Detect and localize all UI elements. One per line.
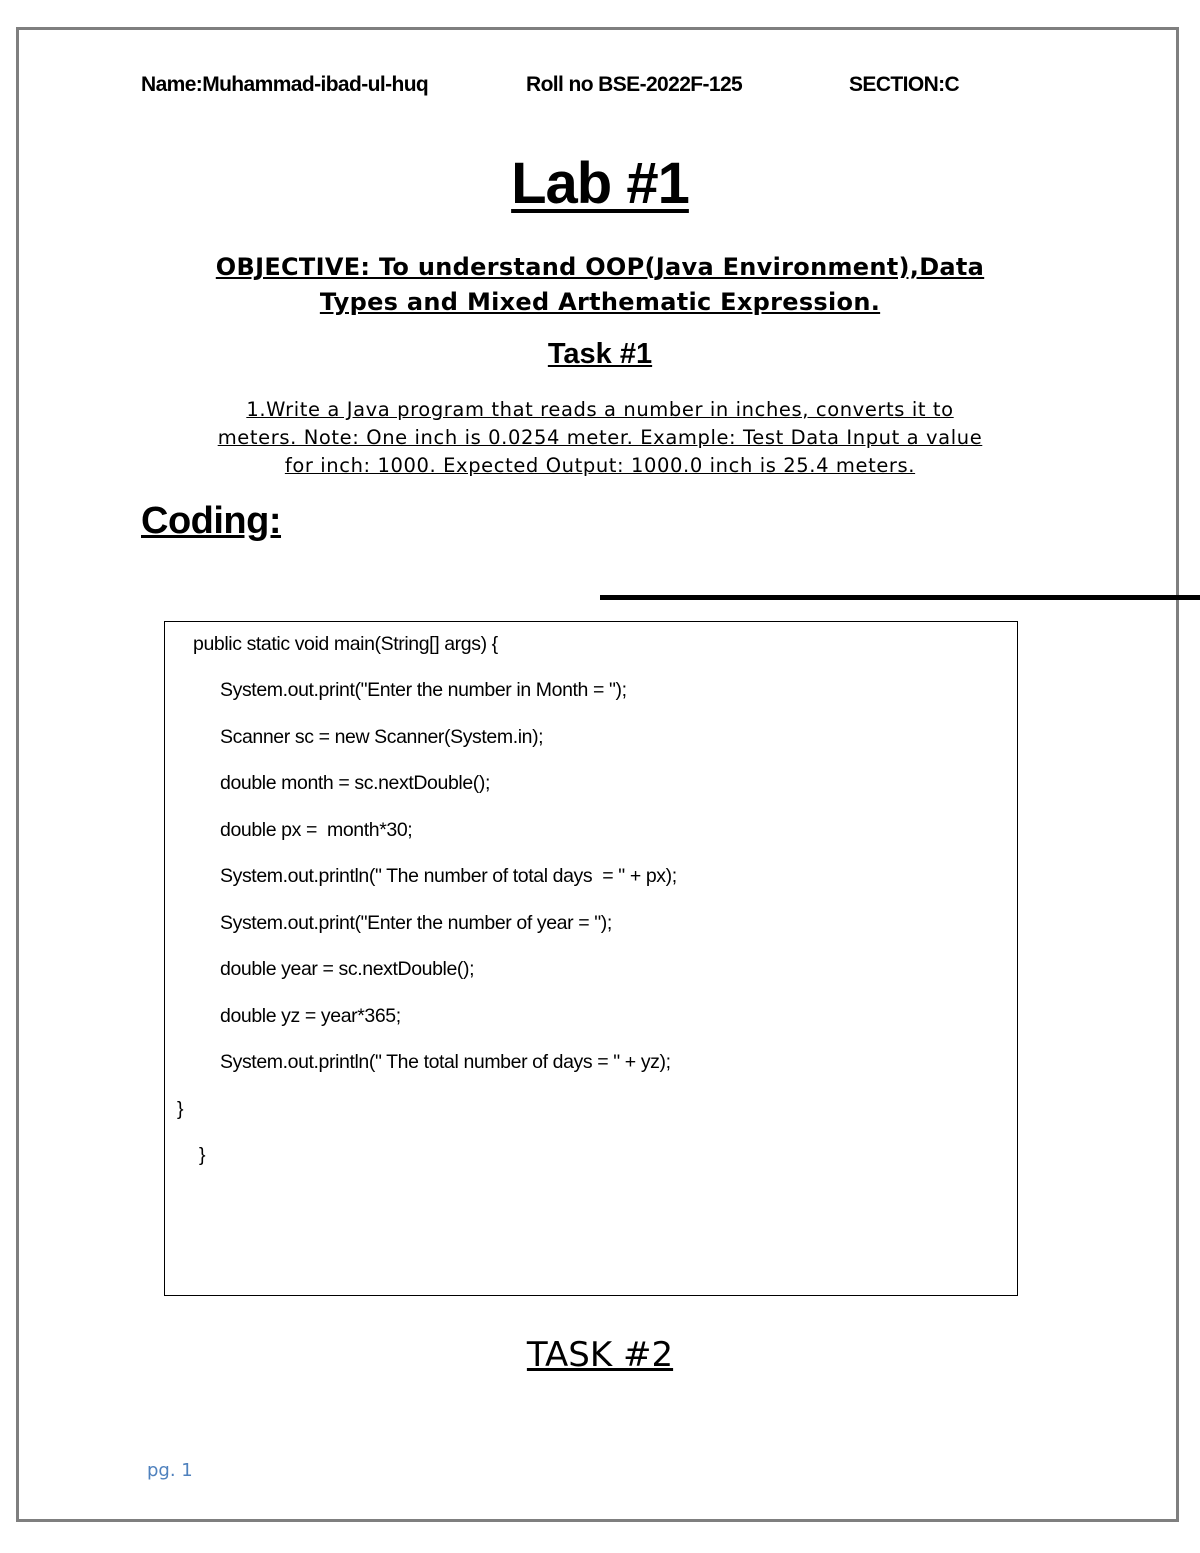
page-number: pg. 1 bbox=[147, 1460, 193, 1481]
horizontal-rule bbox=[600, 595, 1200, 600]
code-line-2: System.out.print("Enter the number in Month = "); bbox=[220, 679, 627, 701]
code-line-10: System.out.println(" The total number of days = " + yz); bbox=[220, 1051, 671, 1073]
student-name: Name:Muhammad-ibad-ul-huq bbox=[141, 73, 429, 96]
code-line-11: } bbox=[177, 1098, 184, 1120]
task1-description bbox=[140, 396, 1060, 480]
code-line-8: double year = sc.nextDouble(); bbox=[220, 958, 475, 980]
objective-statement bbox=[150, 250, 1050, 320]
task1-desc-line-3: for inch: 1000. Expected Output: 1000.0 inch is 25.4 meters. bbox=[284, 454, 916, 477]
code-line-5: double px = month*30; bbox=[220, 819, 413, 841]
task1-desc-line-2: meters. Note: One inch is 0.0254 meter. Example: Test Data Input a value bbox=[217, 426, 983, 449]
code-line-9: double yz = year*365; bbox=[220, 1005, 401, 1027]
task2-heading: TASK #2 bbox=[526, 1335, 674, 1375]
coding-heading: Coding: bbox=[141, 500, 282, 542]
code-line-7: System.out.print("Enter the number of year = "); bbox=[220, 912, 612, 934]
code-line-6: System.out.println(" The number of total days = " + px); bbox=[220, 865, 677, 887]
objective-line-1: OBJECTIVE: To understand OOP(Java Environment),Data bbox=[215, 253, 985, 281]
roll-number: Roll no BSE-2022F-125 bbox=[526, 73, 743, 96]
task1-desc-line-1: 1.Write a Java program that reads a number in inches, converts it to bbox=[246, 398, 954, 421]
code-line-3: Scanner sc = new Scanner(System.in); bbox=[220, 726, 544, 748]
section-label: SECTION:C bbox=[849, 73, 960, 96]
code-line-12: } bbox=[199, 1144, 206, 1166]
code-line-4: double month = sc.nextDouble(); bbox=[220, 772, 490, 794]
code-line-1: public static void main(String[] args) { bbox=[193, 633, 498, 655]
objective-line-2: Types and Mixed Arthematic Expression. bbox=[319, 288, 881, 316]
task1-heading: Task #1 bbox=[547, 338, 653, 370]
lab-title: Lab #1 bbox=[511, 151, 689, 216]
